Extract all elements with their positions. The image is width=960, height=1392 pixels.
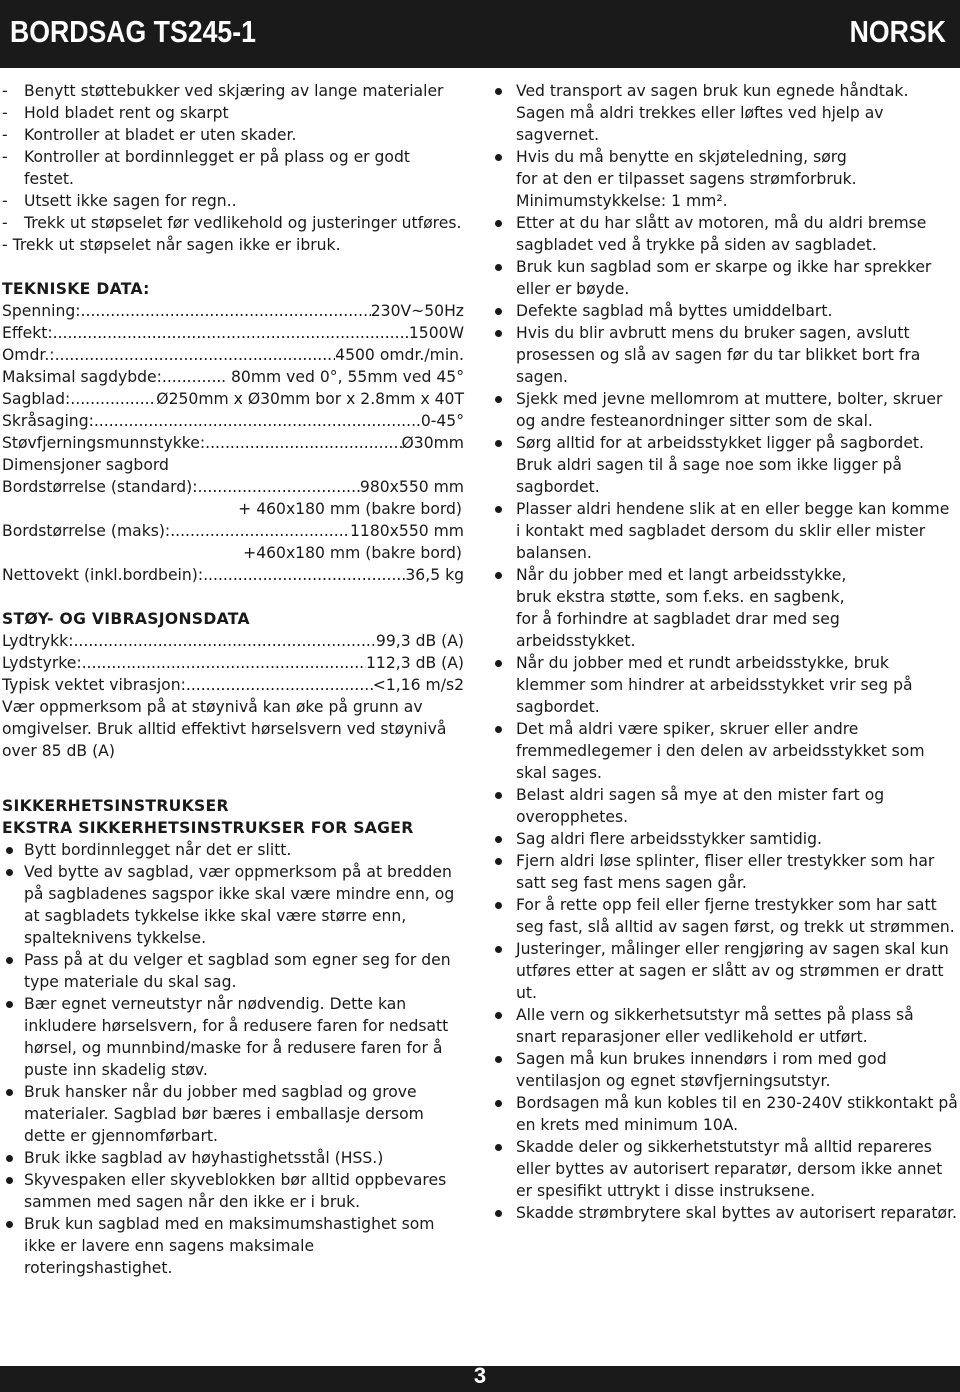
safety-heading: SIKKERHETSINSTRUKSER [2, 797, 229, 815]
bullet-text: For å rette opp feil eller fjerne trestykker som har satt seg fast, slå alltid av sagen først, og trekk ut strømmen. [516, 896, 955, 936]
spec-label: Lydstyrke: [2, 654, 82, 672]
dash-item-text: Kontroller at bordinnlegget er på plass og er godt festet. [24, 148, 410, 188]
noise-heading: STØY- OG VIBRASJONSDATA [2, 610, 250, 628]
spec-value: 980x550 mm [359, 478, 464, 496]
bullet-item [486, 564, 958, 652]
noise-note: Vær oppmerksom på at støynivå kan øke på grunn av omgivelser. Bruk alltid effektivt hørselsvern ved støynivå over 85 dB (A) [2, 698, 447, 760]
bullet-text: Alle vern og sikkerhetsutstyr må settes på plass så snart reparasjoner eller vedlikehold er utført. [516, 1006, 914, 1046]
bullet-text: Pass på at du velger et sagblad som egner seg for den type materiale du skal sag. [24, 951, 451, 991]
bullet-icon [486, 1202, 516, 1224]
dash-item [2, 80, 464, 102]
bullet-icon [486, 784, 516, 828]
page-header [0, 0, 960, 68]
dimensions-heading: Dimensjoner sagbord [2, 456, 169, 474]
bullet-text: Ved bytte av sagblad, vær oppmerksom på at bredden på sagbladenes sagspor ikke skal være mindre enn, og at sagbladets tykkelse ikke skal være større enn, spalteknivens tykkelse. [24, 863, 455, 947]
bullet-icon [2, 993, 24, 1081]
dash-marker: - [2, 192, 8, 210]
bullet-item [486, 146, 958, 212]
dash-marker: - [2, 214, 8, 232]
bullet-icon [486, 388, 516, 432]
dash-marker: - [2, 126, 8, 144]
spec-label: Sagblad: [2, 390, 71, 408]
bullet-item [2, 861, 464, 949]
bullet-line: arbeidsstykket. [516, 632, 636, 650]
left-column [2, 80, 464, 1279]
bullet-text: Hvis du blir avbrutt mens du bruker sagen, avslutt prosessen og slå av sagen før du tar blikket bort fra sagen. [516, 324, 921, 386]
leader-dots [82, 652, 366, 674]
bullet-text: Sag aldri flere arbeidsstykker samtidig. [516, 830, 822, 848]
spec-value: Ø250mm x Ø30mm bor x 2.8mm x 40T [156, 390, 464, 408]
dash-item-text: Hold bladet rent og skarpt [24, 104, 229, 122]
dimension-continuation: +460x180 mm (bakre bord) [243, 544, 462, 562]
spec-row [2, 322, 464, 344]
spec-label: Lydtrykk: [2, 632, 74, 650]
spec-row [2, 300, 464, 322]
dash-item-text: Utsett ikke sagen for regn.. [24, 192, 237, 210]
bullet-item [486, 938, 958, 1004]
bullet-item [2, 839, 464, 861]
bullet-text: Bytt bordinnlegget når det er slitt. [24, 841, 292, 859]
noise-row [2, 652, 464, 674]
left-bullet-list [2, 839, 464, 1279]
dash-item-text: Benytt støttebukker ved skjæring av lange materialer [24, 82, 444, 100]
page-number: 3 [473, 1363, 487, 1388]
bullet-item [486, 300, 958, 322]
bullet-item [486, 850, 958, 894]
spec-row [2, 388, 464, 410]
spec-label: Maksimal sagdybde: [2, 368, 162, 386]
bullet-text: Bordsagen må kun kobles til en 230-240V stikkontakt på en krets med minimum 10A. [516, 1094, 958, 1134]
bullet-item [486, 498, 958, 564]
spec-value: 99,3 dB (A) [375, 632, 464, 650]
dash-marker: - [2, 148, 8, 166]
bullet-text: Fjern aldri løse splinter, fliser eller trestykker som har satt seg fast mens sagen går. [516, 852, 935, 892]
leader-dots [55, 344, 336, 366]
spec-value: 1500W [408, 324, 464, 342]
bullet-text [516, 564, 958, 652]
spec-value: 0-45° [420, 412, 464, 430]
bullet-icon [486, 894, 516, 938]
spec-label: Spenning: [2, 302, 81, 320]
bullet-text: Bruk kun sagblad som er skarpe og ikke har sprekker eller er bøyde. [516, 258, 932, 298]
bullet-text: Skadde deler og sikkerhetstutstyr må alltid repareres eller byttes av autorisert reparatør, dersom ikke annet er spesifikt uttrykt i disse instruksene. [516, 1138, 943, 1200]
bullet-item [2, 1147, 464, 1169]
spec-label: Bordstørrelse (maks): [2, 522, 171, 540]
dash-item [2, 190, 464, 212]
tech-data-heading: TEKNISKE DATA: [2, 280, 150, 298]
spec-value: Ø30mm [401, 434, 464, 452]
manual-title: BORDSAG TS245-1 [10, 14, 256, 49]
bullet-text: Bær egnet verneutstyr når nødvendig. Dette kan inkludere hørselsvern, for å redusere faren for nedsatt hørsel, og munnbind/maske for å redusere faren for å puste inn skadelig støv. [24, 995, 449, 1079]
bullet-icon [486, 80, 516, 146]
spec-value: <1,16 m/s2 [372, 676, 464, 694]
dash-list [2, 80, 464, 234]
bullet-item [486, 1202, 958, 1224]
dash-item [2, 212, 464, 234]
bullet-text: Bruk kun sagblad med en maksimumshastighet som ikke er lavere enn sagens maksimale roteringshastighet. [24, 1215, 435, 1277]
bullet-item [486, 80, 958, 146]
bullet-text: Sagen må kun brukes innendørs i rom med god ventilasjon og egnet støvfjerningsutstyr. [516, 1050, 887, 1090]
bullet-text: Sjekk med jevne mellomrom at muttere, bolter, skruer og andre festeanordninger sitter som de skal. [516, 390, 943, 430]
spec-value: 230V~50Hz [370, 302, 464, 320]
bullet-line: bruk ekstra støtte, som f.eks. en sagbenk, [516, 588, 845, 606]
spec-label: Typisk vektet vibrasjon: [2, 676, 186, 694]
right-bullet-list [486, 80, 958, 1224]
bullet-text: Det må aldri være spiker, skruer eller andre fremmedlegemer i den delen av arbeidsstykket som skal sages. [516, 720, 925, 782]
bullet-icon [2, 949, 24, 993]
bullet-text: Bruk ikke sagblad av høyhastighetsstål (HSS.) [24, 1149, 384, 1167]
extra-safety-heading: EKSTRA SIKKERHETSINSTRUKSER FOR SAGER [2, 819, 414, 837]
dimension-row [2, 520, 464, 542]
leader-dots [186, 674, 373, 696]
bullet-icon [486, 300, 516, 322]
leader-dots [73, 630, 375, 652]
bullet-icon [486, 1048, 516, 1092]
plug-line: - Trekk ut støpselet når sagen ikke er ibruk. [2, 236, 341, 254]
right-column [486, 80, 958, 1224]
bullet-text: Skyvespaken eller skyveblokken bør alltid oppbevares sammen med sagen når den ikke er i bruk. [24, 1171, 447, 1211]
bullet-text: Plasser aldri hendene slik at en eller begge kan komme i kontakt med sagbladet dersom du sklir eller mister balansen. [516, 500, 950, 562]
bullet-item [2, 1081, 464, 1147]
dash-marker: - [2, 104, 8, 122]
bullet-icon [486, 938, 516, 1004]
bullet-icon [486, 1004, 516, 1048]
bullet-icon [486, 498, 516, 564]
dimension-continuation: + 460x180 mm (bakre bord) [238, 500, 462, 518]
spec-value: 4500 omdr./min. [335, 346, 464, 364]
spec-row [2, 344, 464, 366]
bullet-item [486, 388, 958, 432]
leader-dots [70, 388, 156, 410]
bullet-item [2, 1169, 464, 1213]
bullet-line: for å forhindre at sagbladet drar med seg [516, 610, 840, 628]
bullet-icon [2, 1081, 24, 1147]
bullet-item [486, 432, 958, 498]
spec-label: Støvfjerningsmunnstykke: [2, 434, 206, 452]
bullet-icon [486, 212, 516, 256]
bullet-icon [2, 1147, 24, 1169]
spec-label: Skråsaging: [2, 412, 94, 430]
bullet-item [486, 718, 958, 784]
bullet-icon [486, 1092, 516, 1136]
bullet-icon [486, 564, 516, 652]
bullet-item [486, 322, 958, 388]
bullet-icon [2, 839, 24, 861]
spec-row [2, 366, 464, 388]
bullet-text: Justeringer, målinger eller rengjøring av sagen skal kun utføres etter at sagen er slått av og strømmen er dratt ut. [516, 940, 949, 1002]
bullet-icon [486, 652, 516, 718]
leader-dots [170, 520, 350, 542]
leader-dots [94, 410, 421, 432]
bullet-icon [486, 828, 516, 850]
bullet-line: Når du jobber med et langt arbeidsstykke, [516, 566, 847, 584]
spec-row-weight: Nettovekt (inkl.bordbein): ..... 36,5 kg [2, 564, 464, 586]
leader-dots [81, 300, 371, 322]
bullet-item [486, 1136, 958, 1202]
dash-item [2, 124, 464, 146]
leader-dots [197, 476, 359, 498]
spec-label: Bordstørrelse (standard): [2, 478, 198, 496]
bullet-text: Defekte sagblad må byttes umiddelbart. [516, 302, 833, 320]
spec-value: . 80mm ved 0°, 55mm ved 45° [221, 368, 464, 386]
bullet-icon [2, 1213, 24, 1279]
spec-list [2, 300, 464, 454]
bullet-item [2, 949, 464, 993]
spec-value: 112,3 dB (A) [366, 654, 464, 672]
bullet-line: Minimumstykkelse: 1 mm². [516, 192, 728, 210]
bullet-text: Bruk hansker når du jobber med sagblad og grove materialer. Sagblad bør bæres i emballasje dersom dette er gjennomførbart. [24, 1083, 424, 1145]
noise-row [2, 674, 464, 696]
noise-row [2, 630, 464, 652]
dimension-list [2, 476, 464, 564]
bullet-icon [486, 850, 516, 894]
bullet-item [486, 256, 958, 300]
bullet-icon [486, 256, 516, 300]
language-label: NORSK [849, 14, 946, 49]
noise-list [2, 630, 464, 696]
bullet-icon [2, 1169, 24, 1213]
bullet-item [486, 1004, 958, 1048]
bullet-icon [2, 861, 24, 949]
spec-row [2, 410, 464, 432]
bullet-text [516, 146, 958, 212]
dash-marker: - [2, 82, 8, 100]
dash-item-text: Trekk ut støpselet før vedlikehold og justeringer utføres. [24, 214, 462, 232]
spec-row [2, 432, 464, 454]
leader-dots [162, 366, 221, 388]
bullet-icon [486, 718, 516, 784]
bullet-icon [486, 322, 516, 388]
bullet-text: Når du jobber med et rundt arbeidsstykke, bruk klemmer som hindrer at arbeidsstykket vrir seg på sagbordet. [516, 654, 913, 716]
dimension-row [2, 476, 464, 498]
bullet-icon [486, 1136, 516, 1202]
bullet-item [486, 784, 958, 828]
bullet-item [486, 1048, 958, 1092]
bullet-item [2, 1213, 464, 1279]
bullet-text: Etter at du har slått av motoren, må du aldri bremse sagbladet ved å trykke på siden av sagbladet. [516, 214, 927, 254]
leader-dots [53, 322, 409, 344]
bullet-icon [486, 146, 516, 212]
spec-value: 1180x550 mm [349, 522, 464, 540]
bullet-line: Hvis du må benytte en skjøteledning, sørg [516, 148, 847, 166]
bullet-item [486, 828, 958, 850]
bullet-item [2, 993, 464, 1081]
spec-label: Effekt: [2, 324, 53, 342]
dash-item [2, 102, 464, 124]
bullet-text: Ved transport av sagen bruk kun egnede håndtak. Sagen må aldri trekkes eller løftes ved hjelp av sagvernet. [516, 82, 909, 144]
bullet-icon [486, 432, 516, 498]
bullet-item [486, 1092, 958, 1136]
leader-dots [205, 432, 401, 454]
bullet-item [486, 212, 958, 256]
bullet-item [486, 652, 958, 718]
dash-item-text: Kontroller at bladet er uten skader. [24, 126, 297, 144]
bullet-text: Skadde strømbrytere skal byttes av autorisert reparatør. [516, 1204, 958, 1222]
spec-label: Omdr.: [2, 346, 55, 364]
bullet-text: Sørg alltid for at arbeidsstykket ligger på sagbordet. Bruk aldri sagen til å sage noe som ikke ligger på sagbordet. [516, 434, 924, 496]
bullet-line: for at den er tilpasset sagens strømforbruk. [516, 170, 857, 188]
dash-item [2, 146, 464, 190]
bullet-text: Belast aldri sagen så mye at den mister fart og overopphetes. [516, 786, 885, 826]
bullet-item [486, 894, 958, 938]
